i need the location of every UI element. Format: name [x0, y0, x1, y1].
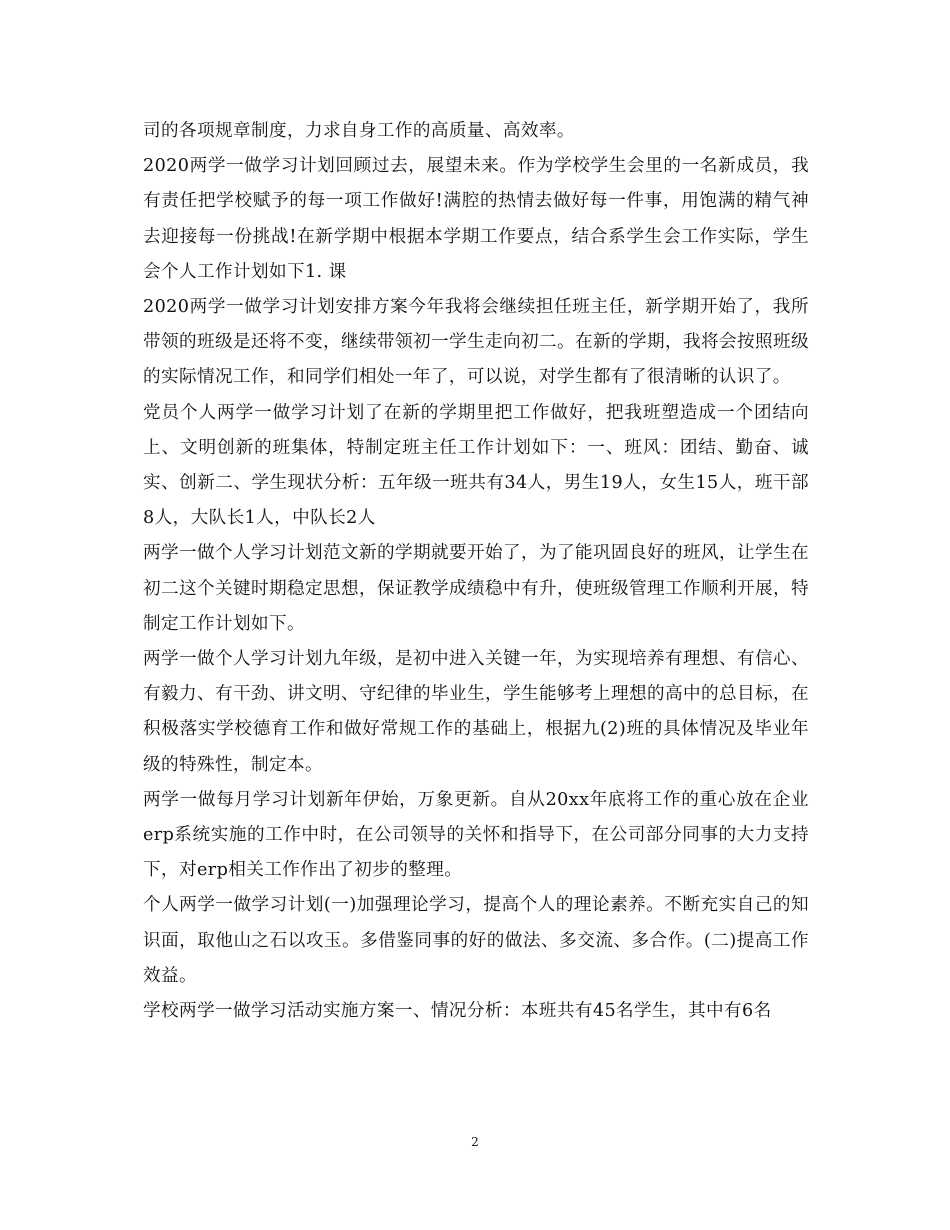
paragraph-8: 个人两学一做学习计划(一)加强理论学习，提高个人的理论素养。不断充实自己的知识面，取他山之石以攻玉。多借鉴同事的好的做法、多交流、多合作。(二)提高工作效益。: [143, 895, 809, 986]
paragraph-7: 两学一做每月学习计划新年伊始，万象更新。自从20xx年底将工作的重心放在企业erp系统实施的工作中时，在公司领导的关怀和指导下，在公司部分同事的大力支持下，对erp相关工作作出了初步的整理。: [143, 789, 809, 881]
paragraph-5: 两学一做个人学习计划范文新的学期就要开始了，为了能巩固良好的班风，让学生在初二这个关键时期稳定思想，保证教学成绩稳中有升，使班级管理工作顺利开展，特制定工作计划如下。: [143, 543, 809, 634]
paragraph-9: 学校两学一做学习活动实施方案一、情况分析：本班共有45名学生，其中有6名: [143, 1001, 772, 1022]
document-body: [143, 114, 809, 1029]
page-number: 2: [471, 1135, 479, 1149]
paragraph-4: 党员个人两学一做学习计划了在新的学期里把工作做好，把我班塑造成一个团结向上、文明创新的班集体，特制定班主任工作计划如下：一、班风：团结、勤奋、诚实、创新二、学生现状分析：五年级一班共有34人，男生19人，女生15人，班干部8人，大队长1人，中队长2人: [143, 402, 809, 529]
paragraph-2: 2020两学一做学习计划回顾过去，展望未来。作为学校学生会里的一名新成员，我有责任把学校赋予的每一项工作做好!满腔的热情去做好每一件事，用饱满的精气神去迎接每一份挑战!在新学期中根据本学期工作要点，结合系学生会工作实际，学生会个人工作计划如下1. 课: [143, 156, 809, 282]
paragraph-1: 司的各项规章制度，力求自身工作的高质量、高效率。: [143, 121, 575, 141]
paragraph-3: 2020两学一做学习计划安排方案今年我将会继续担任班主任，新学期开始了，我所带领的班级是还将不变，继续带领初一学生走向初二。在新的学期，我将会按照班级的实际情况工作，和同学们相处一年了，可以说，对学生都有了很清晰的认识了。: [143, 297, 809, 388]
paragraph-6: 两学一做个人学习计划九年级，是初中进入关键一年，为实现培养有理想、有信心、有毅力、有干劲、讲文明、守纪律的毕业生，学生能够考上理想的高中的总目标，在积极落实学校德育工作和做好常规工作的基础上，根据九(2)班的具体情况及毕业年级的特殊性，制定本。: [143, 649, 809, 775]
